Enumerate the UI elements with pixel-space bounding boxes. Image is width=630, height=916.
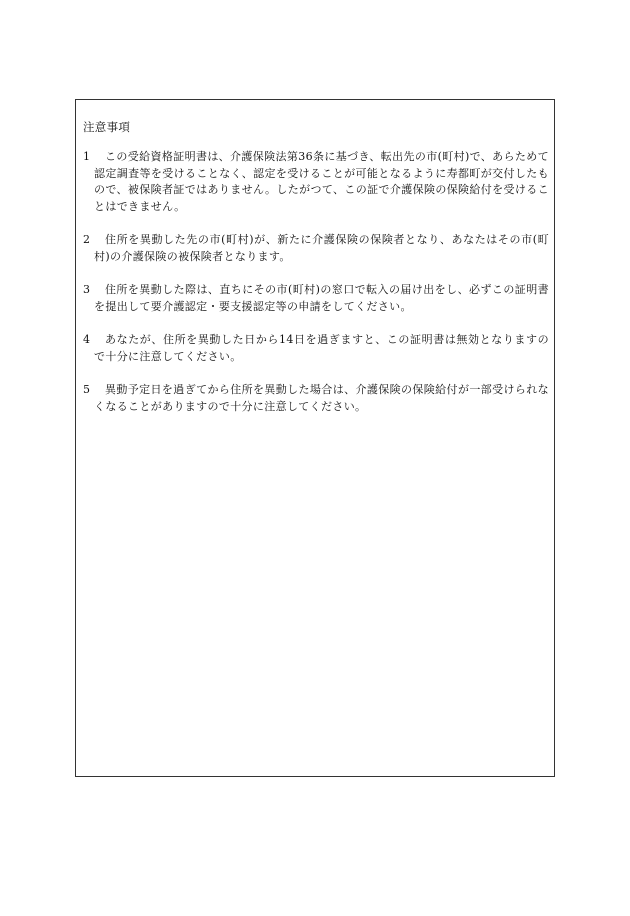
notice-item-text: この受給資格証明書は、介護保険法第36条に基づき、転出先の市(町村)で、あらためて認定調査等を受けることなく、認定を受けることが可能となるように寿都町が交付したもので、被保険者証ではありません。したがつて、この証で介護保険の保険給付を受けることはできません。 — [94, 150, 549, 213]
notice-item-text: 住所を異動した際は、直ちにその市(町村)の窓口で転入の届け出をし、必ずこの証明書を提出して要介護認定・要支援認定等の申請をしてください。 — [94, 283, 549, 313]
notice-box — [75, 99, 555, 777]
notice-item-text: あなたが、住所を異動した日から14日を過ぎますと、この証明書は無効となりますので十分に注意してください。 — [94, 333, 549, 363]
notice-item-text: 住所を異動した先の市(町村)が、新たに介護保険の保険者となり、あなたはその市(町村)の介護保険の被保険者となります。 — [94, 233, 549, 263]
notice-item-number: 4 — [83, 333, 91, 346]
notice-item-3 — [83, 282, 549, 315]
notice-item-4 — [83, 332, 549, 365]
notice-heading: 注意事項 — [83, 120, 131, 134]
notice-item-1 — [83, 149, 549, 215]
notice-item-number: 5 — [83, 383, 91, 396]
notice-item-number: 3 — [83, 283, 91, 296]
notice-item-number: 2 — [83, 233, 91, 246]
notice-item-text: 異動予定日を過ぎてから住所を異動した場合は、介護保険の保険給付が一部受けられなくなることがありますので十分に注意してください。 — [94, 383, 549, 413]
notice-item-2 — [83, 232, 549, 265]
notice-list — [83, 149, 549, 432]
notice-item-5 — [83, 382, 549, 415]
notice-item-number: 1 — [83, 150, 91, 163]
